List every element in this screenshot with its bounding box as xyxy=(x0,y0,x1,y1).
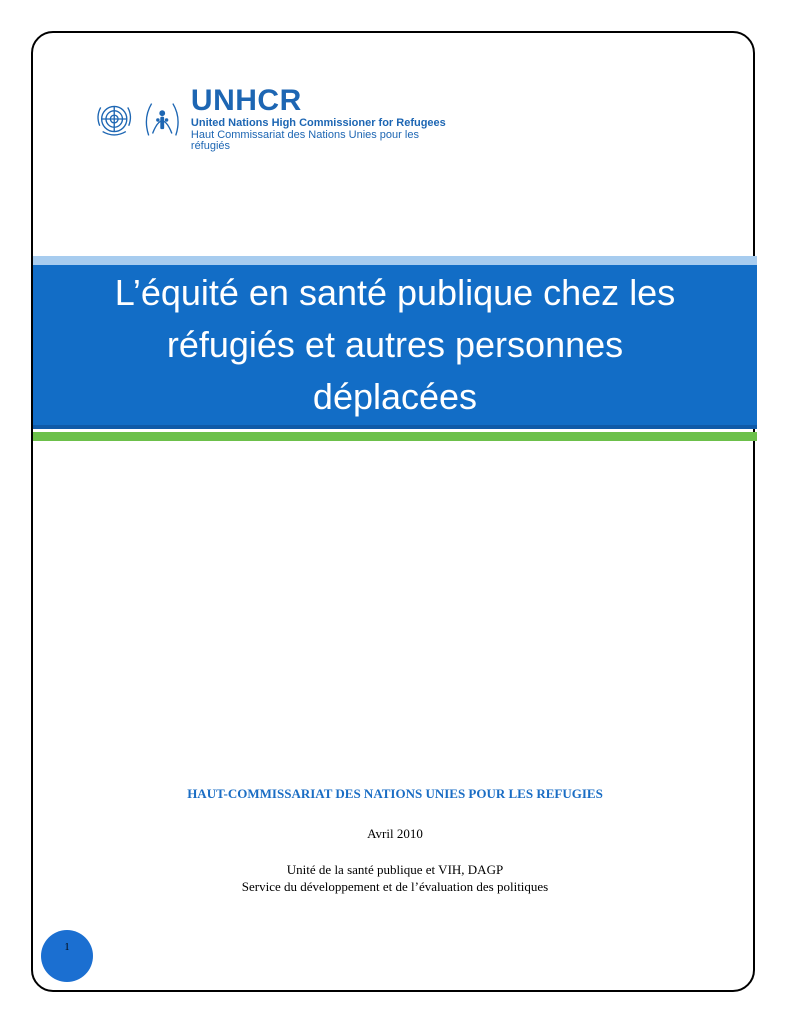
service-name: Service du développement et de l’évaluation des politiques xyxy=(241,879,549,894)
title-band xyxy=(33,265,757,425)
unhcr-logo xyxy=(92,84,452,152)
publication-date: Avril 2010 xyxy=(367,826,423,841)
logo-name-english: United Nations High Commissioner for Refugees xyxy=(190,117,446,129)
un-emblem-icon xyxy=(92,96,136,142)
title-line-3: déplacées xyxy=(312,376,478,417)
page-number: 1 xyxy=(64,942,70,953)
title-line-2: réfugiés et autres personnes xyxy=(166,324,624,365)
dark-blue-rule xyxy=(33,425,757,429)
document-title xyxy=(55,267,735,423)
unit-name: Unité de la santé publique et VIH, DAGP xyxy=(286,862,504,877)
logo-brand: UNHCR xyxy=(190,84,302,117)
light-blue-band xyxy=(33,256,757,265)
page-number-badge xyxy=(41,930,93,982)
organization-name: HAUT-COMMISSARIAT DES NATIONS UNIES POUR LES REFUGIES xyxy=(187,786,603,801)
page-border xyxy=(31,31,755,992)
logo-text xyxy=(191,86,452,152)
logo-name-french: Haut Commissariat des Nations Unies pour les réfugiés xyxy=(190,129,419,152)
unhcr-emblem-icon xyxy=(140,96,184,142)
green-band xyxy=(33,432,757,441)
title-line-1: L’équité en santé publique chez les xyxy=(114,272,676,313)
